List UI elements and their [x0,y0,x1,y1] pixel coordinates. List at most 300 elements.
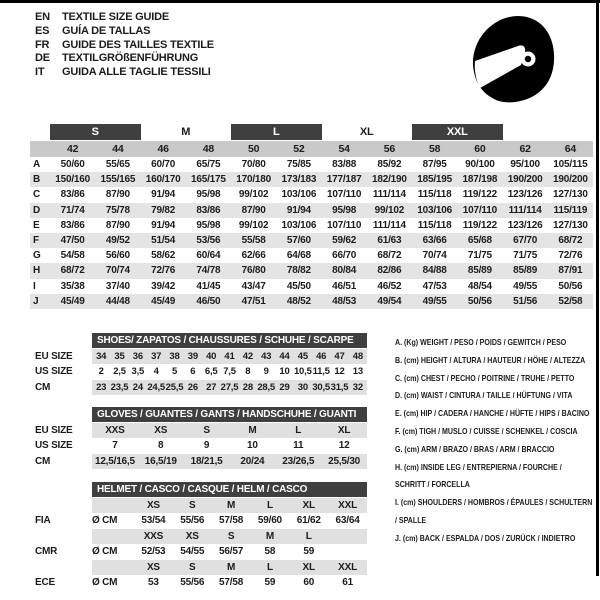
measurement-value: 43/47 [241,280,266,292]
size-group-xxl: XXL [412,124,503,140]
shoe-us-size: 3,5 [131,366,145,377]
measurement-value: 68/72 [377,250,402,262]
shoes-size-table [35,333,367,395]
row-label-us-size: US SIZE [35,366,73,377]
shoes-table-title: SHOES/ ZAPATOS / CHAUSSURES / SCHUHE / SCARPE [92,333,367,348]
measurement-value: 72/76 [558,250,583,262]
shoe-cm-value: 32 [352,381,363,393]
helmet-sizes-row [35,529,367,544]
glove-eu-size: XS [154,424,168,436]
measurement-value: 83/86 [60,189,85,201]
helmet-size-value: 55/56 [180,577,205,588]
language-code: IT [35,66,45,79]
measurement-value: 187/198 [462,174,498,186]
glove-eu-size: XL [337,424,351,436]
helmet-values-row [35,513,367,528]
helmet-header-row [35,482,367,497]
legend-item: J. (cm) BACK / ESPALDA / DOS / ZURÜCK / INDIETRO [395,532,576,543]
measurement-value: 54/58 [60,250,85,262]
measurement-value: 165/175 [191,174,226,186]
measurement-value: 70/80 [241,159,266,171]
measurement-value: 59/62 [332,235,357,247]
shoes-cm-row [35,380,367,395]
helmet-size-labels [92,498,367,513]
glove-cm-value: 12,5/16,5 [94,455,135,467]
measurement-letter: A [33,159,41,171]
measurement-value: 123/126 [507,189,543,201]
measurement-value: 75/85 [286,159,311,171]
language-title-list [35,11,214,80]
measurement-row [30,294,593,309]
size-number: 46 [157,143,169,155]
shoe-eu-size: 34 [96,350,107,362]
measurement-value: 50/56 [558,280,583,292]
gloves-header-row [35,407,367,422]
measurement-rows [30,157,593,309]
helmet-values-row [35,544,367,559]
legend-item: F. (cm) TIGH / MUSLO / CUISSE / SCHENKEL / COSCIA [395,425,578,436]
measurement-value: 87/90 [105,189,130,201]
glove-cm-value: 25,5/30 [328,455,361,467]
measurement-value: 155/165 [100,174,136,186]
shoe-cm-value: 25,5 [165,381,184,393]
legend-item: D. (cm) WAIST / CINTURA / TAILLE / HÜFTUNG / VITA [395,390,573,401]
measurement-value: 87/95 [422,159,447,171]
helmet-size-value: 57/58 [219,515,244,526]
measurement-value: 91/94 [286,204,311,216]
measurement-value: 111/114 [372,189,406,201]
measurement-value: 49/52 [105,235,130,247]
measurement-value: 60/64 [196,250,221,262]
guide-title: TEXTILGRÖßENFÜHRUNG [62,52,199,65]
legend-item: E. (cm) HIP / CADERA / HANCHE / HÜFTE / HIPS / BACINO [395,408,590,419]
measurement-value: 90/100 [465,159,495,171]
glove-cm-value: 18/21,5 [190,455,223,467]
legend-item: B. (cm) HEIGHT / ALTURA / HAUTEUR / HÖHE / ALTEZZA [395,354,586,365]
row-label-eu-size: EU SIZE [35,424,73,436]
shoe-us-size: 2 [98,366,104,377]
measurement-value: 70/74 [105,265,130,277]
measurement-row [30,172,593,187]
row-label-eu-size: EU SIZE [35,350,73,362]
size-number: 56 [383,143,396,155]
measurement-row [30,203,593,218]
measurement-value: 82/86 [377,265,402,277]
shoe-us-size: 10 [279,366,290,377]
measurement-value: 57/60 [286,235,311,247]
helmet-size-label: XL [302,499,315,511]
standard-name: ECE [35,577,55,588]
legend-item: G. (cm) ARM / BRAZO / BRAS / ARM / BRACCIO [395,443,555,454]
measurement-value: 99/102 [238,189,269,201]
measurement-value: 103/106 [281,189,317,201]
glove-cm-value: 16,5/19 [144,455,177,467]
measurement-value: 123/126 [507,219,543,231]
shoe-cm-value: 28,5 [257,381,276,393]
size-number: 52 [293,143,305,155]
helmet-size-value: 52/53 [141,546,166,557]
measurement-value: 48/53 [332,295,357,307]
measurement-value: 52/58 [558,295,583,307]
shoe-us-size: 6 [190,366,196,377]
language-title-row [35,39,214,53]
legend-item: C. (cm) CHEST / PECHO / POITRINE / TRUHE / PETTO [395,372,575,383]
helmet-value-cells [92,544,367,559]
shoe-us-size: 5 [171,366,178,377]
shoe-eu-size: 45 [297,350,308,362]
shoe-cm-value: 26 [187,381,198,393]
shoes-us-values [92,364,367,379]
measurement-value: 55/58 [241,235,266,247]
shoe-cm-value: 31,5 [330,381,349,393]
measurement-value: 75/78 [105,204,130,216]
shoe-eu-size: 46 [316,350,327,362]
shoes-eu-values [92,349,367,364]
helmet-size-value: 55/56 [180,515,205,526]
shoe-us-size: 6,5 [204,366,218,377]
helmet-values-row [35,575,367,590]
measurement-letter: H [33,265,41,277]
measurement-value: 119/122 [462,219,497,231]
measurement-value: 39/42 [151,280,176,292]
measurement-row [30,233,593,248]
shoe-us-size: 2,5 [113,366,126,377]
legend-item: H. (cm) INSIDE LEG / ENTREPIERNA / FOURCHE / SCHRITT / FORCELLA [395,461,562,490]
gloves-cm-row [35,454,367,469]
gloves-us-values [92,438,367,453]
measurement-value: 55/65 [105,159,130,171]
measurement-value: 107/110 [327,219,362,231]
glove-us-size: 9 [203,440,210,451]
helmet-size-label: S [227,530,235,542]
measurement-value: 37/40 [105,280,130,292]
measurement-value: 72/76 [151,265,176,277]
measurement-value: 50/56 [467,295,492,307]
glove-us-size: 8 [158,440,164,451]
measurement-value: 95/100 [510,159,540,171]
shoe-eu-size: 38 [169,350,180,362]
measurement-value: 70/74 [422,250,447,262]
measurement-row [30,187,593,202]
measurement-value: 85/92 [377,159,402,171]
shoes-cm-values [92,380,367,395]
measurement-value: 85/89 [513,265,538,277]
measurement-value: 68/72 [558,235,583,247]
language-title-row [35,11,214,25]
measurement-letter: G [33,250,41,262]
shoes-eu-row [35,349,367,364]
measurement-value: 56/60 [105,250,130,262]
helmet-size-label: L [266,561,273,573]
diameter-unit-label: Ø CM [92,546,118,557]
legend-item: I. (cm) SHOULDERS / HOMBROS / ÉPAULES / SCHULTERN / SPALLE [395,497,593,525]
glove-us-size: 12 [338,440,350,451]
measurement-value: 71/75 [513,250,538,262]
glove-eu-size: L [295,424,302,436]
language-code: EN [35,11,50,23]
measurement-value: 71/74 [60,204,85,216]
shoe-us-size: 11,5 [312,366,330,377]
measurement-value: 107/110 [327,189,362,201]
measurement-value: 76/80 [241,265,266,277]
measurement-value: 66/70 [332,250,357,262]
measurement-value: 105/115 [553,159,588,171]
shoe-eu-size: 37 [151,350,162,362]
shoe-eu-size: 40 [206,350,217,362]
measurement-value: 85/89 [467,265,492,277]
helmet-size-value: 54/55 [180,546,205,557]
helmet-size-value: 53 [148,577,159,588]
standard-name: CMR [35,546,58,557]
measurement-value: 87/90 [241,204,266,216]
helmet-size-labels [92,529,367,544]
helmet-size-value: 59 [264,577,276,588]
shoe-us-size: 13 [352,366,363,377]
shoe-cm-value: 29 [279,381,290,393]
helmet-value-cells [92,575,367,590]
legend-items [395,334,594,548]
glove-us-size: 11 [293,440,304,451]
gloves-eu-values [92,423,367,438]
measurement-value: 51/54 [151,235,176,247]
size-number: 44 [112,143,124,155]
measurement-letter: D [33,204,41,216]
size-number: 58 [428,143,441,155]
language-title-row [35,52,214,66]
measurement-value: 45/49 [151,295,176,307]
measurement-row [30,263,593,278]
measurement-value: 87/91 [558,265,583,277]
measurement-letter: J [33,295,39,307]
measurement-value: 95/98 [196,189,221,201]
shoe-cm-value: 23,5 [110,381,129,393]
standard-name: FIA [35,515,51,526]
helmet-size-value: 57/58 [219,577,244,588]
measurement-value: 83/88 [332,159,357,171]
helmet-size-label: XXL [338,561,357,573]
measurement-value: 47/53 [422,280,447,292]
racing-helmet-icon [468,13,556,105]
helmet-sizes-row [35,498,367,513]
shoe-cm-value: 30 [297,381,308,393]
shoe-cm-value: 28 [242,381,253,393]
measurement-value: 49/54 [377,295,402,307]
helmet-size-value: 59 [303,546,315,557]
size-group-s: S [50,124,141,140]
language-code: ES [35,24,50,37]
measurement-value: 67/70 [513,235,538,247]
measurement-value: 62/66 [241,250,266,262]
shoe-eu-size: 43 [261,350,272,362]
diameter-unit-label: Ø CM [92,515,118,526]
measurement-value: 182/190 [372,174,407,186]
shoe-us-size: 7,5 [223,366,236,377]
measurement-value: 79/82 [151,204,176,216]
gloves-size-table [35,407,367,469]
guide-title: GUIDE DES TAILLES TEXTILE [62,38,214,51]
glove-eu-size: XXS [105,424,125,436]
language-code: FR [35,38,50,51]
helmet-size-value: 56/57 [219,546,244,557]
glove-us-size: 10 [247,440,258,451]
measurement-value: 47/50 [60,235,85,247]
gloves-table-title: GLOVES / GUANTES / GANTS / HANDSCHUHE / GUANTI [92,407,367,422]
size-number: 62 [519,143,531,155]
measurement-value: 64/68 [286,250,311,262]
measurement-value: 48/52 [286,295,311,307]
measurement-value: 83/86 [196,204,221,216]
size-number: 60 [474,143,486,155]
helmet-size-label: M [227,499,236,511]
measurement-value: 50/60 [60,159,85,171]
measurement-value: 46/52 [377,280,402,292]
measurement-value: 44/48 [105,295,130,307]
measurement-value: 115/118 [417,219,452,231]
measurement-value: 48/54 [467,280,492,292]
helmet-size-label: M [265,530,274,542]
measurement-value: 111/114 [508,204,542,216]
measurement-value: 119/122 [462,189,497,201]
measurement-row [30,279,593,294]
glove-cm-value: 20/24 [240,455,265,467]
helmet-size-label: XS [185,530,199,542]
measurement-value: 74/78 [196,265,221,277]
row-label-cm: CM [35,455,51,467]
guide-title: GUIDA ALLE TAGLIE TESSILI [62,66,211,79]
helmet-size-label: M [227,561,236,573]
measurement-value: 115/119 [553,204,588,216]
diameter-unit-label: Ø CM [92,577,118,588]
legend-item: A. (Kg) WEIGHT / PESO / POIDS / GEWITCH / PESO [395,337,567,347]
measurement-letter: C [33,189,41,201]
measurement-value: 91/94 [151,189,176,201]
shoe-eu-size: 48 [352,350,363,362]
shoes-us-row [35,364,367,379]
size-number-row [30,141,593,157]
top-border [0,0,600,3]
measurement-value: 65/75 [196,159,221,171]
helmet-table-title: HELMET / CASCO / CASQUE / HELM / CASCO [92,482,367,497]
glove-eu-size: S [203,424,210,436]
shoe-eu-size: 42 [242,350,253,362]
measurement-legend [395,334,595,548]
measurement-letter: B [33,174,41,186]
measurement-value: 115/118 [417,189,452,201]
helmet-size-value: 60 [303,577,315,588]
shoes-header-row [35,333,367,348]
measurement-value: 46/50 [196,295,221,307]
measurement-value: 58/62 [151,250,176,262]
helmet-sizes-row [35,560,367,575]
measurement-value: 47/51 [241,295,266,307]
gloves-cm-values [92,454,367,469]
helmet-size-value: 59/60 [257,515,282,526]
guide-title: TEXTILE SIZE GUIDE [62,11,170,23]
helmet-size-label: XXL [338,499,357,511]
measurement-value: 49/55 [422,295,447,307]
measurement-value: 63/66 [422,235,447,247]
helmet-size-value: 58 [264,546,276,557]
language-title-row [35,66,214,80]
measurement-value: 80/84 [332,265,357,277]
language-code: DE [35,52,50,65]
textile-size-table [30,124,593,309]
shoe-us-size: 9 [263,366,269,377]
measurement-value: 127/130 [553,219,588,231]
measurement-value: 68/72 [60,265,85,277]
measurement-value: 45/50 [286,280,311,292]
measurement-value: 127/130 [553,189,588,201]
measurement-letter: E [33,219,40,231]
helmet-size-label: L [266,499,273,511]
shoe-eu-size: 44 [279,350,290,362]
measurement-value: 173/183 [281,174,317,186]
size-group-xl: XL [359,126,374,138]
measurement-value: 160/170 [145,174,181,186]
helmet-size-label: XL [302,561,315,573]
measurement-value: 95/98 [332,204,357,216]
measurement-value: 99/102 [374,204,405,216]
shoe-cm-value: 23 [96,381,107,393]
helmet-size-label: XS [146,499,160,511]
shoe-us-size: 10,5 [293,366,312,377]
measurement-value: 49/55 [513,280,538,292]
language-title-row [35,25,214,39]
measurement-value: 53/56 [196,235,221,247]
size-group-header-row [30,124,593,140]
glove-us-size: 7 [112,440,118,451]
helmet-value-cells [92,513,367,528]
helmet-size-table [35,482,367,590]
shoe-eu-size: 39 [187,350,198,362]
shoe-cm-value: 27 [206,381,217,393]
measurement-value: 87/90 [105,219,130,231]
shoe-cm-value: 27,5 [220,381,239,393]
measurement-value: 35/38 [60,280,85,292]
measurement-value: 103/106 [281,219,317,231]
size-number: 64 [564,143,577,155]
gloves-eu-row [35,423,367,438]
size-number: 50 [247,143,260,155]
measurement-row [30,157,593,172]
shoe-eu-size: 47 [334,350,345,362]
measurement-value: 46/51 [332,280,357,292]
helmet-size-value: 61/62 [296,515,321,526]
measurement-value: 41/45 [196,280,221,292]
helmet-size-value: 61 [342,577,353,588]
shoe-us-size: 4 [153,366,159,377]
measurement-value: 71/75 [467,250,492,262]
measurement-value: 107/110 [462,204,497,216]
shoe-cm-value: 30,5 [312,381,331,393]
measurement-value: 185/195 [417,174,452,186]
shoe-eu-size: 35 [114,350,125,362]
measurement-value: 190/200 [507,174,543,186]
measurement-value: 83/86 [60,219,85,231]
helmet-size-label: S [189,499,196,511]
shoe-cm-value: 24 [132,381,143,393]
measurement-value: 65/68 [467,235,492,247]
measurement-value: 99/102 [238,219,269,231]
measurement-value: 78/82 [286,265,311,277]
measurement-value: 95/98 [196,219,221,231]
measurement-value: 150/160 [55,174,90,186]
measurement-value: 45/49 [60,295,85,307]
helmet-size-label: XXS [143,530,164,542]
row-label-us-size: US SIZE [35,440,73,451]
measurement-letter: I [33,280,36,292]
glove-eu-size: M [248,424,257,436]
